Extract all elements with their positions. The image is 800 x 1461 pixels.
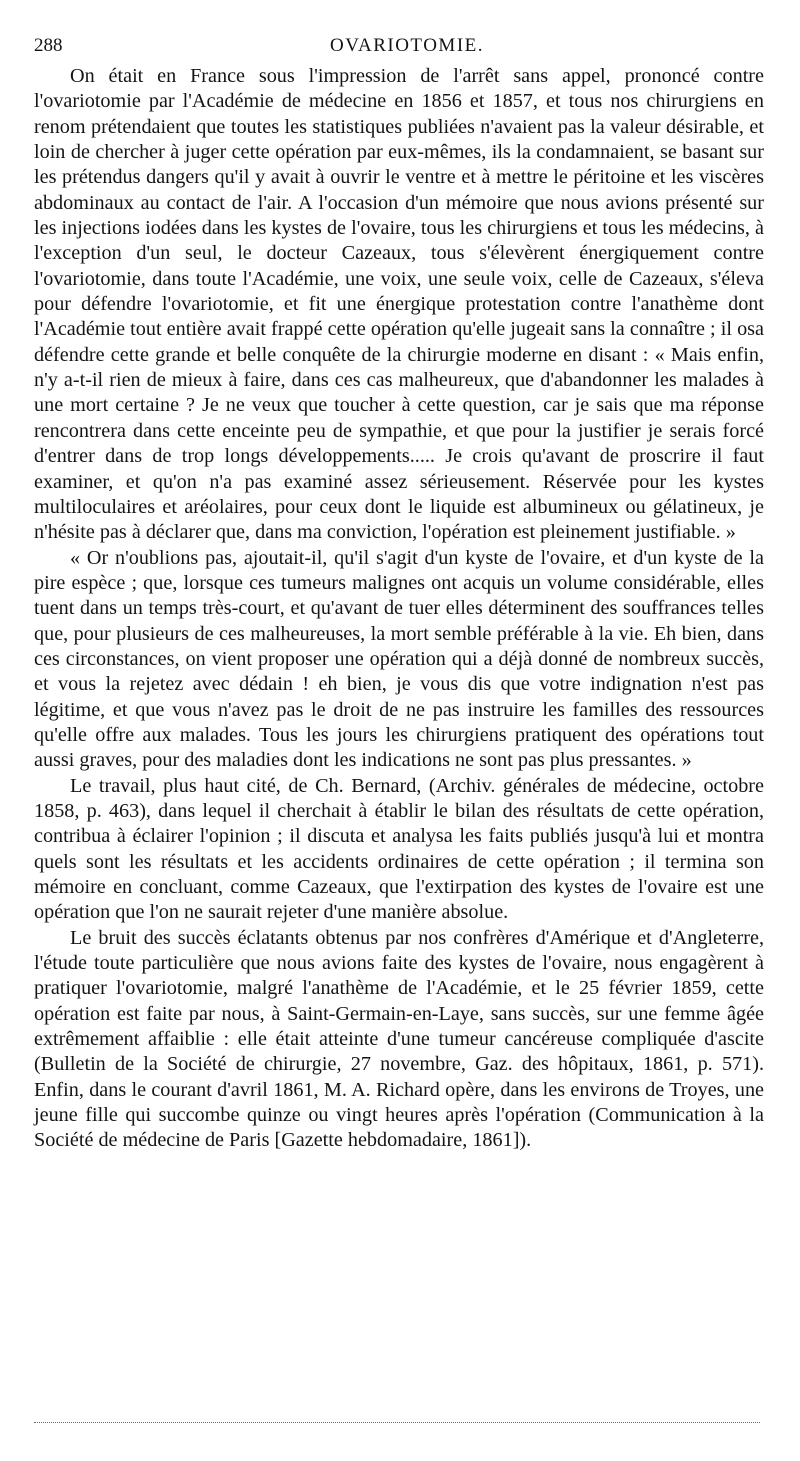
paragraph-3: Le travail, plus haut cité, de Ch. Bernard, (Archiv. générales de médecine, octobre 1858, p. 463), dans lequel il cherchait à établir le bilan des résultats de cette opération, contribua à éclairer l'opinion ; il discuta et analysa les faits publiés jusqu'à lui et montra quels sont les résultats et les accidents ordinaires de cette opération ; il termina son mémoire en concluant, comme Cazeaux, que l'extirpation des kystes de l'ovaire est une opération que l'on ne saurait rejeter d'une manière absolue.: [34, 774, 764, 924]
paragraph-4: Le bruit des succès éclatants obtenus par nos confrères d'Amérique et d'Angleterre, l'étude toute particulière que nous avions faite des kystes de l'ovaire, nous engagèrent à pratiquer l'ovariotomie, malgré l'anathème de l'Académie, et le 25 février 1859, cette opération est faite par nous, à Saint-Germain-en-Laye, sans succès, sur une femme âgée extrêmement affaiblie : elle était atteinte d'une tumeur cancéreuse compliquée d'ascite (Bulletin de la Société de chirurgie, 27 novembre, Gaz. des hôpitaux, 1861, p. 571). Enfin, dans le courant d'avril 1861, M. A. Richard opère, dans les environs de Troyes, une jeune fille qui succombe quinze ou vingt heures après l'opération (Communication à la Société de médecine de Paris [Gazette hebdomadaire, 1861]).: [34, 926, 764, 1152]
running-title: OVARIOTOMIE.: [330, 35, 484, 56]
running-header: [34, 28, 764, 64]
body-text: [34, 64, 764, 1154]
paragraph-2: « Or n'oublions pas, ajoutait-il, qu'il s'agit d'un kyste de l'ovaire, et d'un kyste de la pire espèce ; que, lorsque ces tumeurs malignes ont acquis un volume considérable, elles tuent dans un temps très-court, et qu'avant de tuer elles déterminent des souffrances telles que, pour plusieurs de ces malheureuses, la mort semble préférable à la vie. Eh bien, dans ces circonstances, on vient proposer une opération qui a déjà donné de nombreux succès, et vous la rejetez avec dédain ! eh bien, je vous dis que votre indignation n'est pas légitime, et que vous n'avez pas le droit de ne pas instruire les familles des ressources qu'elle offre aux malades. Tous les jours les chirurgiens pratiquent des opérations tout aussi graves, pour des maladies dont les indications ne sont pas plus pressantes. »: [34, 546, 764, 772]
footer-dotted-rule: [34, 1422, 760, 1423]
page-number: 288: [34, 35, 63, 56]
paragraph-1: On était en France sous l'impression de l'arrêt sans appel, prononcé contre l'ovariotomie par l'Académie de médecine en 1856 et 1857, et tous nos chirurgiens en renom prétendaient que toutes les statistiques publiées n'avaient pas la valeur désirable, et loin de chercher à juger cette opération par eux-mêmes, ils la condamnaient, se basant sur les prétendus dangers qu'il y avait à ouvrir le ventre et à mettre le péritoine et les viscères abdominaux au contact de l'air. A l'occasion d'un mémoire que nous avions présenté sur les injections iodées dans les kystes de l'ovaire, tous les chirurgiens et tous les médecins, à l'exception d'un seul, le docteur Cazeaux, tous s'élevèrent énergiquement contre l'ovariotomie, dans toute l'Académie, une voix, une seule voix, celle de Cazeaux, s'éleva pour défendre l'ovariotomie, et fit une énergique protestation contre l'anathème dont l'Académie tout entière avait frappé cette opération qu'elle jugeait sans la connaître ; il osa défendre cette grande et belle conquête de la chirurgie moderne en disant : « Mais enfin, n'y a-t-il rien de mieux à faire, dans ces cas malheureux, que d'abandonner les malades à une mort certaine ? Je ne veux que toucher à cette question, car je sais que ma réponse rencontrera dans cette enceinte peu de sympathie, et que pour la justifier je serais forcé d'entrer dans de trop longs développements..... Je crois qu'avant de proscrire il faut examiner, et qu'on n'a pas examiné assez sérieusement. Réservée pour les kystes multiloculaires et aréolaires, pour ceux dont le liquide est albumineux ou gélatineux, je n'hésite pas à déclarer que, dans ma conviction, l'opération est pleinement justifiable. »: [34, 65, 764, 544]
